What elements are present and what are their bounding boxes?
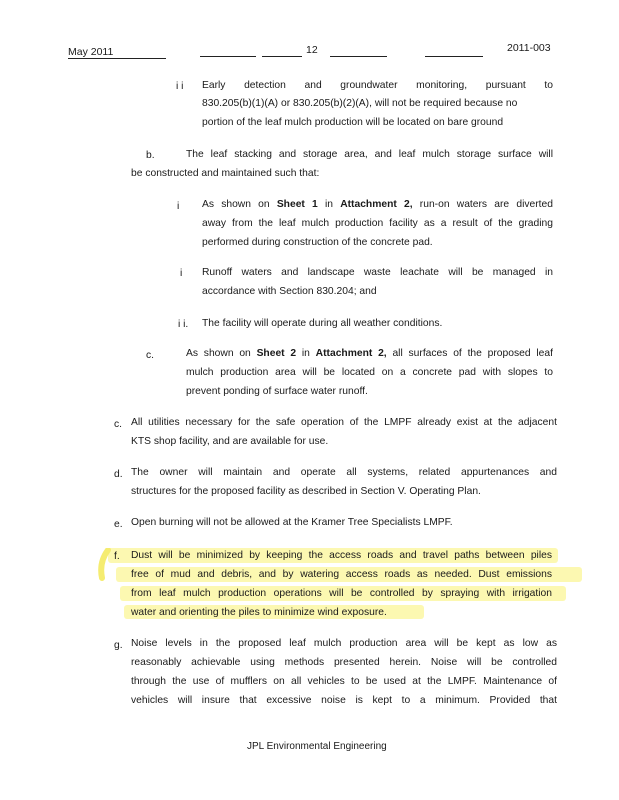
- item-a-ii-line: 830.205(b)(1)(A) or 830.205(b)(2)(A), will not be required because no: [202, 98, 518, 109]
- item-b-line: be constructed and maintained such that:: [131, 168, 320, 179]
- item-g-marker: g.: [114, 640, 123, 651]
- header-rule-4: [330, 56, 387, 57]
- item-b-i-text: in: [317, 199, 341, 210]
- page-footer: JPL Environmental Engineering: [247, 741, 387, 752]
- item-f-line: Dust will be minimized by keeping the access roads and travel paths between piles: [131, 550, 552, 561]
- item-b-ii-line: accordance with Section 830.204; and: [202, 286, 377, 297]
- highlight-stroke-mark: [96, 548, 116, 582]
- item-a-ii-line: Early detection and groundwater monitoring, pursuant to: [202, 80, 553, 91]
- item-g-line: reasonably achievable using methods presented herein. Noise will be controlled: [131, 657, 557, 668]
- item-c-line: prevent ponding of surface water runoff.: [186, 386, 368, 397]
- header-rule-3: [262, 56, 302, 57]
- item-b-i-line: away from the leaf mulch production facility as a result of the grading: [202, 218, 553, 229]
- item-b-i-line: performed during construction of the concrete pad.: [202, 237, 433, 248]
- item-d-line: structures for the proposed facility as described in Section V. Operating Plan.: [131, 486, 481, 497]
- item-b-line: The leaf stacking and storage area, and leaf mulch storage surface will: [186, 149, 553, 160]
- item-c2-line: KTS shop facility, and are available for use.: [131, 436, 329, 447]
- item-b-i-text: As shown on: [202, 199, 277, 210]
- header-page-number: 12: [306, 44, 318, 56]
- item-a-ii-marker: i i: [176, 81, 184, 92]
- item-f-line: water and orienting the piles to minimize wind exposure.: [131, 607, 387, 618]
- item-f-line: from leaf mulch production operations will be controlled by spraying with irrigation: [131, 588, 552, 599]
- item-b-i-sheet-ref: Sheet 1: [276, 199, 318, 210]
- item-b-marker: b.: [146, 150, 155, 161]
- item-c-sheet-ref: Sheet 2: [256, 348, 297, 359]
- item-c-text: As shown on: [186, 348, 257, 359]
- item-b-ii-marker: i: [180, 268, 183, 279]
- item-e-line: Open burning will not be allowed at the Kramer Tree Specialists LMPF.: [131, 517, 453, 528]
- item-b-i-text: run-on waters are diverted: [412, 199, 553, 210]
- item-c2-marker: c.: [114, 419, 123, 430]
- header-doc-number: 2011-003: [507, 42, 551, 54]
- item-c-text: all surfaces of the proposed leaf: [386, 348, 553, 359]
- item-e-marker: e.: [114, 519, 123, 530]
- header-date: May 2011: [68, 46, 114, 58]
- item-d-line: The owner will maintain and operate all systems, related appurtenances and: [131, 467, 557, 478]
- item-b-i-line-first: [202, 199, 553, 210]
- item-d-marker: d.: [114, 469, 123, 480]
- item-f-marker: f.: [114, 551, 120, 562]
- item-c-attachment-ref: Attachment 2,: [315, 348, 387, 359]
- item-b-ii-line: Runoff waters and landscape waste leachate will be managed in: [202, 267, 553, 278]
- item-c-text: in: [296, 348, 316, 359]
- item-g-line: Noise levels in the proposed leaf mulch production area will be kept as low as: [131, 638, 557, 649]
- item-b-iii-marker: i i.: [178, 319, 189, 330]
- item-b-i-attachment-ref: Attachment 2,: [340, 199, 413, 210]
- item-c2-line: All utilities necessary for the safe operation of the LMPF already exist at the adjacent: [131, 417, 557, 428]
- header-rule-1: [68, 58, 166, 59]
- item-c-marker: c.: [146, 350, 155, 361]
- item-b-iii-line: The facility will operate during all weather conditions.: [202, 318, 443, 329]
- item-c-line: mulch production area will be located on a concrete pad with slopes to: [186, 367, 553, 378]
- item-f-line: free of mud and debris, and by watering access roads as needed. Dust emissions: [131, 569, 552, 580]
- item-g-line: vehicles will insure that excessive noise is kept to a minimum. Provided that: [131, 695, 557, 706]
- item-c-line-first: [186, 348, 553, 359]
- item-a-ii-line: portion of the leaf mulch production will be located on bare ground: [202, 117, 504, 128]
- header-rule-2: [200, 56, 256, 57]
- item-g-line: through the use of mufflers on all vehicles to be used at the LMPF. Maintenance of: [131, 676, 557, 687]
- item-b-i-marker: i: [177, 201, 180, 212]
- header-rule-5: [425, 56, 483, 57]
